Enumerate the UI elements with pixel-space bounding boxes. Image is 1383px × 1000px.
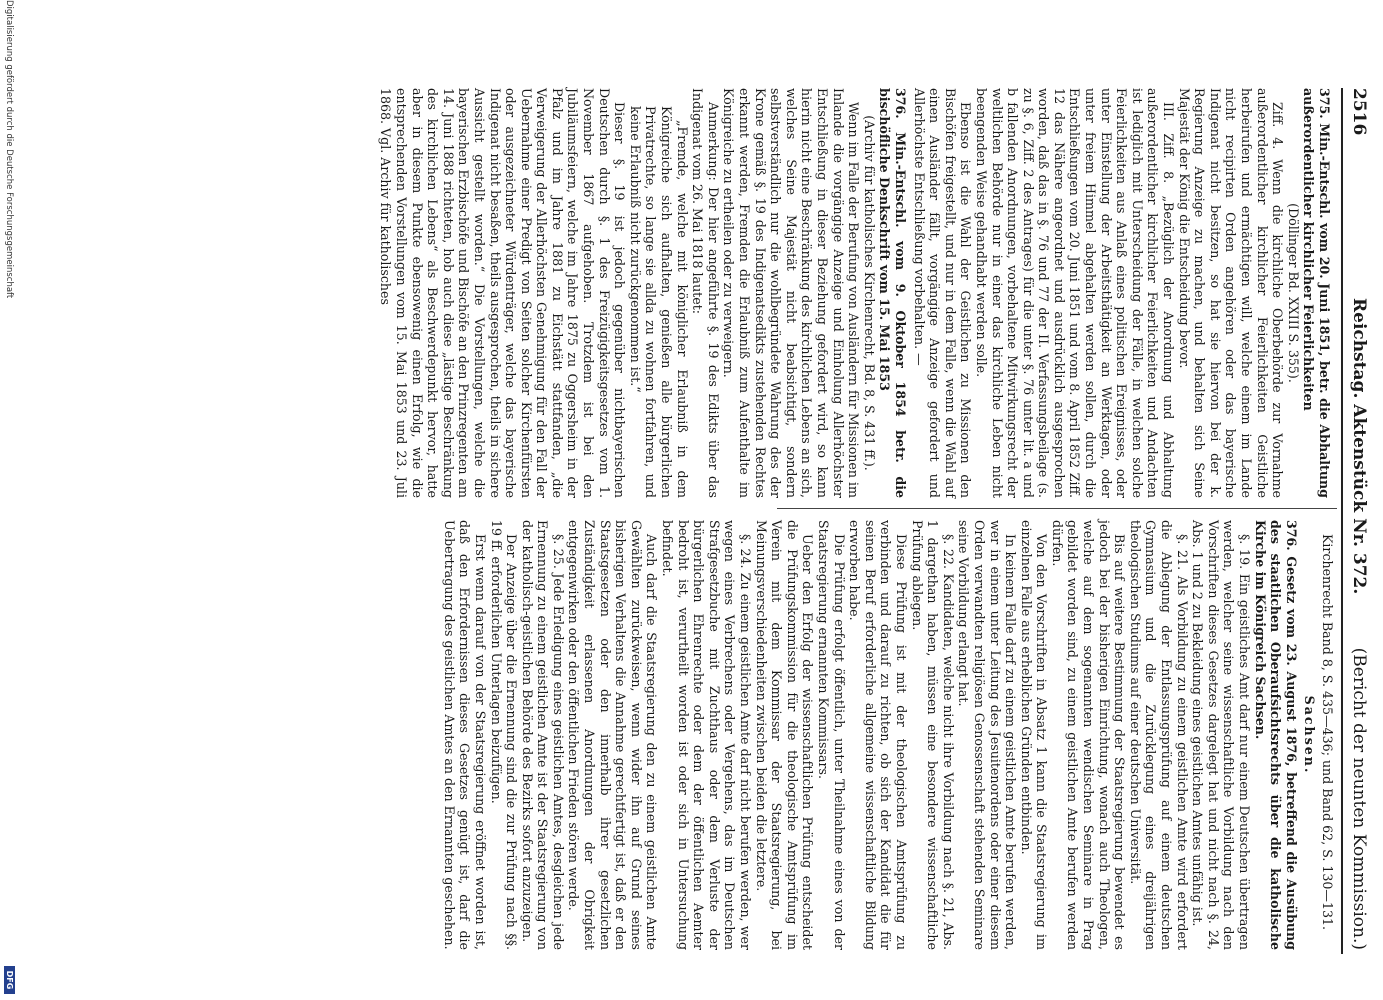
subheading: Sachsen. <box>1302 695 1318 775</box>
paragraph: Ebenso ist die Wahl der Geistlichen zu Missionen den Bischöfen freigestellt, und nur in dem Falle, wenn die Wahl auf einen Ausländer fällt, vorgängige Anzeige gefordert und Allerhöchste Entschließung vorbehalten. — <box>911 88 974 498</box>
paragraph: Wenn im Falle der Berufung von Ausländern für Missionen im Inlande die vorgängige Anzeige und Einholung Allerhöchster Entschließung in dieser Beziehung gefordert wird, so kann hierin nicht eine Beschränkung des kirchlichen Lebens an sich, welches Seine Majestät nicht beabsichtigt, sondern selbstverständlich nur die wohlbegründete Wahrung des der Krone gemäß §. 19 des Indigenatsedikts zustehenden Rechtes erkannt werden, Fremden die Erlaubniß zum Aufenthalte im Königreiche zu ertheilen oder zu verweigern. <box>721 88 862 498</box>
paragraph: §. 25. Jede Erledigung eines geistlichen Amtes, desgleichen jede Ernennung zu einem geistlichen Amte ist der Staatsregierung von der katholisch-geistlichen Behörde des Bezirks sofort anzuzeigen. <box>519 520 566 950</box>
paragraph: §. 24. Zu einem geistlichen Amte darf nicht berufen werden, wer wegen eines Verbrechens oder Vergehens, das im Deutschen Strafgesetzbuche mit Zuchthaus oder dem Verluste der bürgerlichen Ehrenrechte oder dem der öffentlichen Aemter bedroht ist, verurtheilt worden ist oder sich in Untersuchung befindet. <box>660 520 754 950</box>
digitization-credit <box>2 0 15 1000</box>
dfg-logo: DFG <box>4 966 15 994</box>
paragraph: In keinem Falle darf zu einem geistlichen Amte berufen werden, wer in einem unter Leitung des Jesuitenordens oder einer diesem Orden verwandten religiösen Genossenschaft stehenden Seminare seine Vorbildung erlangt hat. <box>956 520 1019 950</box>
quoted-paragraph: „Fremde, welche mit königlicher Erlaubniß in dem Königreiche sich aufhalten, genießen alle bürgerlichen Privatrechte, so lange sie allda zu wohnen fortfahren, und keine Erlaubniß nicht zurückgenommen ist.“ <box>627 106 690 498</box>
paragraph: §. 19. Ein geistliches Amt darf nur einem Deutschen übertragen werden, welcher seine wissenschaftliche Vorbildung nach den Vorschriften dieses Gesetzes dargelegt hat und nicht nach §. 24, Abs. 1 und 2 zu Bekleidung eines geistlichen Amtes unfähig ist. <box>1190 520 1253 950</box>
left-column <box>378 88 1335 498</box>
paragraph: Kirchenrecht Band 8, S. 435—436; und Band 62, S. 130—131. <box>1320 534 1335 931</box>
paragraph: Erst wenn darauf von der Staatsregierung eröffnet worden ist, daß den Erfordernissen dieses Gesetzes genügt ist, darf die Uebertragung des geistlichen Amtes an den Ernannten geschehen. <box>441 520 488 950</box>
paragraph: Von den Vorschriften in Absatz 1 kann die Staatsregierung im einzelnen Falle aus erheblichen Gründen entbinden. <box>1018 520 1050 950</box>
paragraph: Ueber den Erfolg der wissenschaftlichen Prüfung entscheidet die Prüfungskommission für die theologische Amtsprüfung im Verein mit dem Kommissar der Staatsregierung, bei Meinungsverschiedenheiten zwischen beiden die letztere. <box>753 520 816 950</box>
paragraph: Auch darf die Staatsregierung den zu einem geistlichen Amte Gewählten zurückweisen, wenn wider ihn auf Grund seines bisherigen Verhaltens die Annahme gerechtfertigt ist, daß er den Staatsgesetzen oder den innerhalb ihrer gesetzlichen Zuständigkeit erlassenen Anordnungen der Obrigkeit entgegenwirken oder den öffentlichen Frieden stören werde. <box>566 520 660 950</box>
running-subtitle: (Bericht der neunten Kommission.) <box>1349 647 1369 950</box>
paragraph: Der Anzeige über die Ernennung sind die zur Prüfung nach §§. 19 ff. erforderlichen Unterlagen beizufügen. <box>488 520 520 950</box>
paragraph: III. Ziff. 8. „Bezüglich der Anordnung und Abhaltung außerordentlicher kirchlicher Feierlichkeiten und Andachten ist lediglich mit Unterscheidung der Fälle, in welchen solche Feierlichkeiten aus Anlaß eines politischen Ereignisses, oder unter Einstellung der Arbeitsthätigkeit an Werktagen, oder unter freiem Himmel abgehalten werden sollen, durch die Entschließungen vom 20. Juni 1851 und vom 8. April 1852 Ziff. 12 das Nähere angeordnet und ausdrücklich ausgesprochen worden, daß das in §. 76 und 77 der II. Verfassungsbeilage (s. zu §. 6, Ziff. 2 des Antrages) für die unter §. 76 unter lit. a und b fallenden Anordnungen, vorbehaltene Mitwirkungsrecht der weltlichen Behörde nur in einer das kirchliche Leben nicht beengenden Weise gehandhabt werden solle. <box>973 88 1177 498</box>
paragraph: §. 22. Kandidaten, welche nicht ihre Vorbildung nach §. 21, Abs. 1 dargethan haben, müssen eine besondere wissenschaftliche Prüfung ablegen. <box>909 520 956 950</box>
page-header <box>1341 88 1369 950</box>
paragraph: Bis auf weitere Bestimmung der Staatsregierung bewendet es jedoch bei der bisherigen Einrichtung, wonach auch Theologen, welche auf dem sogenannten wendischen Seminare in Prag gebildet worden sind, zu einem geistlichen Amte berufen werden dürfen. <box>1049 520 1128 950</box>
paragraph: Dieser §. 19 ist jedoch gegenüber nichtbayerischen Deutschen durch §. 1 des Freizügigkeitsgesetzes vom 1. November 1867 aufgehoben. Trotzdem ist bei den Jubiläumsfeiern, welche im Jahre 1875 zu Oggersheim in der Pfalz und im Jahre 1881 zu Eichstätt stattfanden, „die Verweigerung der Allerhöchsten Genehmigung für den Fall der Uebernahme einer Predigt von Seiten solcher Kirchenfürsten oder ausgezeichneter Würdenträger, welche das bayerische Indigenat nicht besaßen, theils ausgesprochen, theils in sichere Aussicht gestellt worden.“ Die Vorstellungen, welche die bayerischen Erzbischöfe und Bischöfe an den Prinzregenten am 14. Juni 1888 richteten, hob auch diese „lästige Beschränkung des kirchlichen Lebens“ als Beschwerdepunkt hervor, hatte aber in diesem Punkte ebensowenig einen Erfolg, wie die entsprechenden Vorstellungen vom 15. Mai 1853 und 23. Juli 1868. Vgl. Archiv für katholisches <box>378 88 628 498</box>
header-rule <box>1341 88 1343 954</box>
source-citation: (Döllinger Bd. XXIII S. 355). <box>1285 203 1301 383</box>
right-column <box>441 520 1335 950</box>
credit-text: Digitalisierung gefördert durch die Deutsche Forschungsgemeinschaft <box>4 0 14 299</box>
paragraph: §. 21. Als Vorbildung zu einem geistlichen Amte wird erfordert die Ablegung der Entlassungsprüfung auf einem deutschen Gymnasium und die Zurücklegung eines dreijährigen theologischen Studiums auf einer deutschen Universität. <box>1127 520 1190 950</box>
paragraph: Ziff. 4. Wenn die kirchliche Oberbehörde zur Vornahme außerordentlicher kirchlicher Feierlichkeiten Geistliche herbeirufen und ermächtigen will, welche einem im Lande nicht recipirten Orden angehören oder das bayerische Indigenat nicht besitzen, so hat sie hiervon bei der k. Regierung Anzeige zu machen, und behalten sich Seine Majestät der König die Entscheidung bevor. <box>1176 88 1286 498</box>
running-title: Reichstag. Aktenstück Nr. 372. <box>1349 298 1369 595</box>
paragraph: Anmerkung: Der hier angeführte §. 19 des Edikts über das Indigenat vom 26. Mai 1818 lautet: <box>690 88 721 498</box>
paragraph: Diese Prüfung ist mit der theologischen Amtsprüfung zu verbinden und darauf zu richten, ob sich der Kandidat die für seinen Beruf erforderliche allgemeine wissenschaftliche Bildung erworben habe. <box>847 520 909 950</box>
source-citation: (Archiv für katholisches Kirchenrecht, Bd. 8, S. 431 ff.). <box>861 115 877 471</box>
column-divider <box>777 508 1337 509</box>
section-heading: 376. Min.-Entschl. vom 9. Oktober 1854 betr. die bischöfliche Denkschrift vom 15. Mai 1853 <box>877 88 908 498</box>
section-heading: 376. Gesetz vom 23. August 1876, betreffend die Ausübung des staatlichen Oberaufsichtsrechts über die katholische Kirche im Königreich Sachsen. <box>1252 520 1299 950</box>
page-number: 2516 <box>1349 88 1369 136</box>
section-heading: 375. Min.-Entschl. vom 20. Juni 1851, betr. die Abhaltung außerordentlicher kirchlicher Feierlichkeiten <box>1301 88 1332 498</box>
paragraph: Die Prüfung erfolgt öffentlich, unter Theilnahme eines von der Staatsregierung ernannten Kommissars. <box>816 520 847 950</box>
